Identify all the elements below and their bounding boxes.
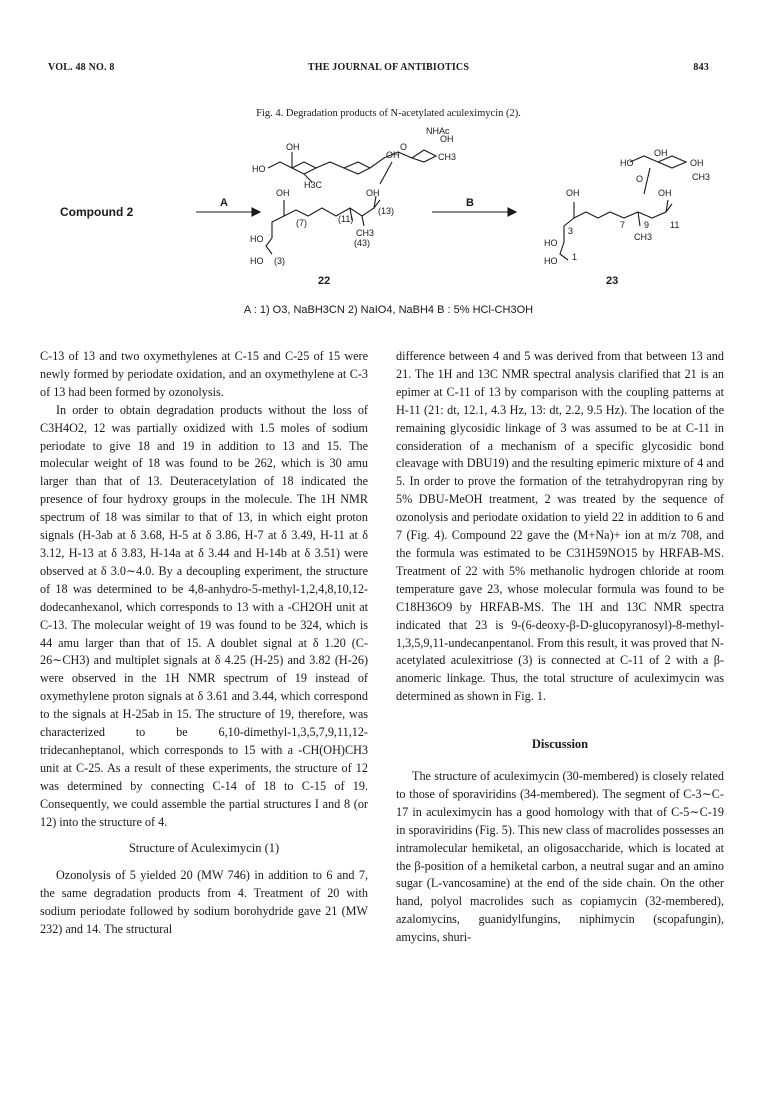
arrow-a-head — [252, 208, 260, 216]
atom-oh-top-22: OH — [440, 134, 454, 144]
left-paragraph-2: In order to obtain degradation products without the loss of C3H4O2, 12 was partially oxidized with 1.5 moles of sodium periodate to give 18 and 19 in addition to 13 and 15. The molecular weight of 18 was found to be 262, which is 30 amu larger than that of 13. Deuteracetylation of 18 indicated the presence of four hydroxy groups in the molecule. The 1H NMR spectrum of 18 was similar to that of 13, in which eight proton signals (H-3ab at δ 3.68, H-5 at δ 3.86, H-7 at δ 3.49, H-11 at δ 3.12, H-13 at δ 3.83, H-14a at δ 3.44 and H-14b at δ 3.51) were observed at δ 3.0∼4.0. By a decoupling experiment, the structure of 18 was determined to be 4,8-anhydro-5-methyl-1,2,4,8,10,12-dodecanhexanol, which corresponds to 13 with a -CH2OH unit at C-13. The molecular weight of 19 was found to be 324, which is 44 amu larger than that of 15. A doublet signal at δ 1.20 (C-26∼CH3) and multiplet signals at δ 4.25 (H-25) and 3.82 (H-26) were observed in the 1H NMR spectrum of 19 instead of oxymethylene proton signals at δ 3.61 and 3.44, which correspond to the signals at H-25ab in 15. The structure of 19, therefore, was characterized to be 6,10-dimethyl-1,3,5,7,9,11,12-tridecanheptanol, which corresponds to 15 with a -CH(OH)CH3 unit at C-25. As a result of these experiments, the structure of 12 was determined by connecting C-14 of 18 to C-15 of 19. Consequently, we could assemble the partial structures I and 8 (or 12) into the structure of 4. — [40, 402, 368, 829]
atom-oh-23b: OH — [690, 158, 704, 168]
locant-3: (3) — [274, 256, 285, 266]
compound-23-label: 23 — [606, 275, 619, 287]
left-column — [40, 348, 368, 939]
locant-23-1: 1 — [572, 252, 578, 262]
atom-ho-22: HO — [252, 164, 266, 174]
atom-oh-22e: OH — [366, 188, 380, 198]
locant-23-11: 11 — [670, 220, 680, 230]
locant-11: (11) — [338, 214, 354, 224]
reagent-legend: A : 1) O3, NaBH3CN 2) NaIO4, NaBH4 B : 5% HCl-CH3OH — [243, 304, 534, 316]
chain-22-left — [266, 200, 284, 254]
reaction-scheme — [40, 122, 740, 290]
locant-23-9: 9 — [644, 220, 650, 230]
atom-oh-23d: OH — [658, 188, 672, 198]
atom-nhac: NHAc — [426, 126, 450, 136]
atom-ho-22c: HO — [250, 256, 264, 266]
atom-ch3-23a: CH3 — [692, 172, 711, 182]
atom-oh-23c: OH — [566, 188, 580, 198]
left-paragraph-1: C-13 of 13 and two oxymethylenes at C-15 and C-25 of 15 were newly formed by periodate oxidation, and an oxymethylene at C-3 of 13 had been formed by ozonolysis. — [40, 349, 368, 399]
atom-oh-22c: OH — [286, 142, 300, 152]
atom-ho-22b: HO — [250, 234, 264, 244]
running-header-journal: THE JOURNAL OF ANTIBIOTICS — [307, 62, 470, 73]
figure-caption: Fig. 4. Degradation products of N-acetylated aculeximycin (2). — [256, 108, 521, 119]
running-header-volume: VOL. 48 NO. 8 — [48, 62, 115, 73]
locant-43: (43) — [354, 238, 371, 248]
atom-oh-22b: OH — [386, 150, 400, 160]
atom-o-23: O — [636, 174, 644, 184]
reaction-scheme-svg — [40, 122, 740, 290]
locant-23-7: 7 — [620, 220, 626, 230]
atom-oh-22d: OH — [276, 188, 290, 198]
atom-ch3-22b: CH3 — [356, 228, 375, 238]
left-paragraph-3: Ozonolysis of 5 yielded 20 (MW 746) in addition to 6 and 7, the same degradation products from 4. Treatment of 20 with sodium periodate followed by sodium borohydride gave 21 (MW 232) and 14. The structural — [40, 868, 368, 937]
locant-23-3: 3 — [568, 226, 574, 236]
locant-13: (13) — [378, 206, 395, 216]
arrow-b-head — [508, 208, 516, 216]
atom-ch3-22a: CH3 — [438, 152, 457, 162]
right-column — [396, 348, 724, 947]
atom-ho-23b: HO — [544, 238, 558, 248]
compound-22-label: 22 — [318, 275, 331, 287]
atom-ho-23c: HO — [544, 256, 558, 266]
locant-7: (7) — [296, 218, 307, 228]
arrow-b-label: B — [466, 197, 474, 209]
arrow-a-label: A — [220, 197, 228, 209]
section-heading-structure: Structure of Aculeximycin (1) — [128, 841, 280, 856]
atom-oh-23a: OH — [654, 148, 668, 158]
atom-o-22a: O — [400, 142, 408, 152]
section-heading-discussion: Discussion — [531, 737, 589, 752]
sugar-ring-3 — [370, 150, 436, 168]
atom-ch3-23b: CH3 — [634, 232, 653, 242]
atom-h3c-22: H3C — [304, 180, 323, 190]
sugar-ring-2 — [316, 162, 370, 174]
chain-22-main — [284, 200, 380, 216]
start-compound-label: Compound 2 — [60, 205, 134, 219]
atom-ho-23a: HO — [620, 158, 634, 168]
page-number: 843 — [693, 62, 709, 73]
right-paragraph-1: difference between 4 and 5 was derived from that between 13 and 21. The 1H and 13C NMR spectral analysis clarified that 21 is an epimer at C-11 of 13 by comparison with the coupling patterns at H-11 (21: dt, 12.1, 4.3 Hz, 13: dt, 2.2, 9.5 Hz). The location of the remaining glycosidic linkage of 3 was assumed to be at C-11 in consideration of a mechanism of a specific glycosidic bond cleavage with DBU19) and the resulting epimeric mixture of 4 and 5. In order to prove the formation of the tetrahydropyran ring by 5% DBU-MeOH treatment, 2 was treated by the sequence of ozonolysis and periodate oxidation to yield 22 in addition to 6 and 7 (Fig. 4). Compound 22 gave the (M+Na)+ ion at m/z 708, and the formula was estimated to be C31H59NO15 by HRFAB-MS. Treatment of 22 with 5% methanolic hydrogen chloride at room temperature gave 23, whose molecular formula was found to be C18H36O9 by HRFAB-MS. The 1H and 13C NMR spectra indicated that 23 is 9-(6-deoxy-β-D-glucopyranosyl)-8-methyl-1,3,5,9,11-undecanpentanol. From this result, it was proved that N-acetylated aculexitriose (3) is connected at C-11 of 2 with a β-anomeric linkage. Thus, the total structure of aculeximycin was determined as shown in Fig. 1. — [396, 349, 724, 704]
chain-23-main — [574, 202, 672, 218]
right-paragraph-2: The structure of aculeximycin (30-membered) is closely related to those of sporaviridins (34-membered). The segment of C-3∼C-17 in aculeximycin has a good homology with that of C-5∼C-19 in sporaviridins (Fig. 5). This new class of macrolides possesses an intramolecular hemiketal, an oligosaccharide, which is located at the β-position of a hemiketal carbon, a neutral sugar and an amino sugar (L-vancosamine) at the end of the side chain. On the other hand, polyol macrolides such as copiamycin (32-membered), azalomycins, guanidylfungins, niphimycin (scopafungin), amycins, shuri- — [396, 769, 724, 945]
